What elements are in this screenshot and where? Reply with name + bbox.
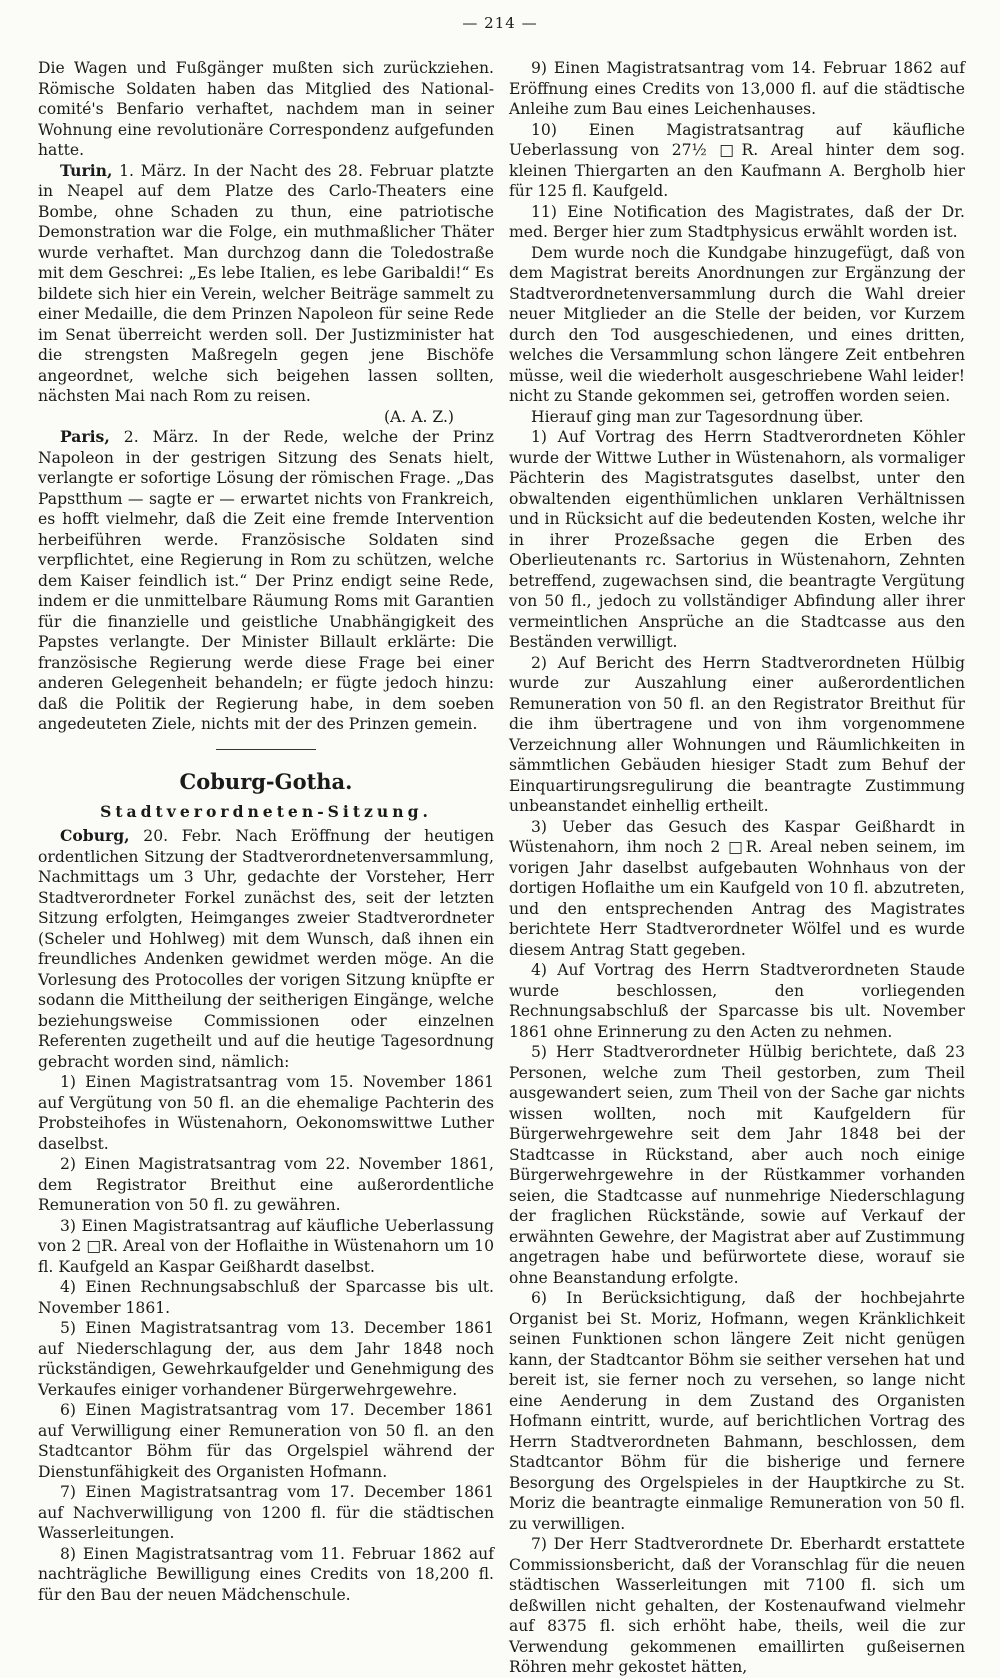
decision-item: 3) Ueber das Gesuch des Kaspar Geißhardt in Wüstenahorn, ihm noch 2 □R. Areal neben seinem, im vorigen Jahr daselbst aufgebauten Wohnhaus von der dortigen Hoflaithe um ein Kaufgeld von 10 fl. abzutreten, und den entsprechenden Antrag des Magistrates berichtete Herr Stadtverordneter Wölfel und es wurde diesem Antrag Statt gegeben. [509,817,965,959]
turin-text: 1. März. In der Nacht des 28. Februar platzte in Neapel auf dem Platze des Carlo-Theaters eine Bombe, ohne Schaden zu thun, eine patriotische Demonstration war die Folge, ein muthmaßlicher Thäter wurde verhaftet. Man durchzog dann die Toledostraße mit dem Geschrei: „Es lebe Italien, es lebe Garibaldi!“ Es bildete sich hier ein Verein, welcher Beiträge sammelt zu einer Medaille, die dem Prinzen Napoleon für seine Rede im Senat überreicht werden soll. Der Justizminister hat die strengsten Maßregeln gegen jene Bischöfe angeordnet, welche sich beigehen lassen sollten, nächsten Mai nach Rom zu reisen. [38,161,494,405]
paragraph-turin [38,161,494,407]
agenda-item: 11) Eine Notification des Magistrates, daß der Dr. med. Berger hier zum Stadtphysicus erwählt worden ist. [509,202,965,241]
coburg-text: 20. Febr. Nach Eröffnung der heutigen ordentlichen Sitzung der Stadtverordnetenversammlung, Nachmittags um 3 Uhr, gedachte der Vorsteher, Herr Stadtverordneter Forkel zunächst des, seit der letzten Sitzung erfolgten, Heimganges zweier Stadtverordneter (Scheler und Hohlweg) mit dem Wunsch, daß ihnen ein freundliches Andenken gewidmet werden möge. An die Vorlesung des Protocolles der vorigen Sitzung knüpfte er sodann die Mittheilung der seitherigen Eingänge, welche beziehungsweise Commissionen oder einzelnen Referenten zugetheilt und auf die heutige Tagesordnung gebracht worden sind, nämlich: [38,827,494,1071]
agenda-item: 7) Einen Magistratsantrag vom 17. December 1861 auf Nachverwilligung von 1200 fl. für die städtischen Wasserleitungen. [38,1483,494,1542]
dateline-paris: Paris, [60,427,110,446]
dateline-turin: Turin, [60,160,113,180]
decision-item: 1) Auf Vortrag des Herrn Stadtverordneten Köhler wurde der Wittwe Luther in Wüstenahorn, als vormaliger Pächterin des Magistratsgutes daselbst, unter den obwaltenden eigenthümlichen unklaren Verhältnissen und in Rücksicht auf die bedeutenden Kosten, welche ihr in ihrer Prozeßsache gegen die Erben des Oberlieutenants rc. Sartorius in Wüstenahorn, Zehnten betreffend, zugewachsen sind, die beantragte Vergütung von 50 fl., jedoch zu vollständiger Abfindung aller ihrer vermeintlichen Ansprüche an die Stadtcasse aus den Beständen verwilligt. [509,428,965,651]
paragraph-rome: Die Wagen und Fußgänger mußten sich zurückziehen. Römische Soldaten haben das Mitglied des National-comité's Benfario verhaftet, nachdem man in seiner Wohnung eine revolutionäre Correspondenz aufgefunden hatte. [38,59,494,159]
agenda-item: 6) Einen Magistratsantrag vom 17. December 1861 auf Verwilligung einer Remuneration von 50 fl. an den Stadtcantor Böhm für das Orgelspiel während der Dienstunfähigkeit des Organisten Hofmann. [38,1401,494,1481]
decision-item: 5) Herr Stadtverordneter Hülbig berichtete, daß 23 Personen, welche zum Theil gestorben, zum Theil ausgewandert seien, zum Theil von der Sache gar nichts wissen wollten, noch mit Kaufgeldern für Bürgerwehrgewehre seit dem Jahr 1848 bei der Stadtcasse in Rückstand, aber auch noch einige Bürgerwehrgewehre in der Rüstkammer vorhanden seien, die Stadtcasse auf nunmehrige Niederschlagung der fraglichen Rückstände, sowie auf Verkauf der erwähnten Gewehre, der Magistrat aber auf Zustimmung angetragen habe und befürwortete diese, worauf sie ohne Beanstandung erfolgte. [509,1043,965,1287]
section-divider [216,749,316,750]
agenda-item: 8) Einen Magistratsantrag vom 11. Februar 1862 auf nachträgliche Bewilligung eines Credits von 18,200 fl. für den Bau der neuen Mädchenschule. [38,1544,494,1604]
decision-item: 6) In Berücksichtigung, daß der hochbejahrte Organist bei St. Moriz, Hofmann, wegen Kränklichkeit seinen Funktionen schon längere Zeit nicht genügen kann, der Stadtcantor Böhm sie seither versehen hat und bereit ist, sie ferner noch zu versehen, so lange nicht eine Aenderung in dem Zustand des Organisten Hofmann eintritt, wurde, auf berichtlichen Vortrag des Herrn Stadtverordneten Bahmann, beschlossen, dem Stadtcantor Böhm für die bisherige und fernere Besorgung des Orgelspieles in der Hauptkirche zu St. Moriz die beantragte einmalige Remuneration von 50 fl. zu verwilligen. [509,1289,965,1533]
dateline-coburg: Coburg, [60,826,130,845]
agenda-item: 2) Einen Magistratsantrag vom 22. November 1861, dem Registrator Breithut eine außerordentliche Remuneration von 50 fl. zu gewähren. [38,1155,494,1214]
page-number: — 214 — [462,14,538,32]
section-title: Coburg-Gotha. [179,768,353,794]
agenda-item: 9) Einen Magistratsantrag vom 14. Februar 1862 auf Eröffnung eines Credits von 13,000 fl. auf die städtische Anleihe zum Bau eines Leichenhauses. [509,59,965,118]
decision-item: 2) Auf Bericht des Herrn Stadtverordneten Hülbig wurde zur Auszahlung einer außerordentlichen Remuneration von 50 fl. an den Registrator Breithut für die ihm übertragene und von ihm vorgenommene Verzeichnung aller Wohnungen und Räumlichkeiten in sämmtlichen Gebäuden hiesiger Stadt zum Behuf der Einquartirungsregulirung die beantragte Zustimmung unbeanstandet einhellig ertheilt. [509,653,965,815]
paragraph-coburg [38,826,494,1072]
paris-text: 2. März. In der Rede, welche der Prinz Napoleon in der gestrigen Sitzung des Senats hielt, verlangte er sofortige Lösung der römischen Frage. „Das Papstthum — sagte er — erwartet nichts von Frankreich, es hofft vielmehr, daß die Zeit eine fremde Intervention herbeiführen werde. Französische Soldaten sind verpflichtet, eine Regierung in Rom zu schützen, welche dem Kaiser feindlich ist.“ Der Prinz endigt seine Rede, indem er die unmittelbare Räumung Roms mit Garantien für die finanzielle und geistliche Unabhängigkeit des Papstes verlangte. Der Minister Billault erklärte: Die französische Regierung werde diese Frage bei einer anderen Gelegenheit behandeln; er fügte jedoch hinzu: daß die Politik der Regierung habe, in dem soeben angedeuteten Ziele, nichts mit der des Prinzen gemein. [38,428,494,733]
left-column [38,58,494,1605]
decision-item: 4) Auf Vortrag des Herrn Stadtverordneten Staude wurde beschlossen, den vorliegenden Rechnungsabschluß der Sparcasse bis ult. November 1861 ohne Erinnerung zu den Acten zu nehmen. [509,961,965,1041]
paragraph-paris [38,427,494,735]
agenda-item: 4) Einen Rechnungsabschluß der Sparcasse bis ult. November 1861. [38,1278,494,1317]
agenda-item: 3) Einen Magistratsantrag auf käufliche Ueberlassung von 2 □R. Areal von der Hoflaithe in Wüstenahorn um 10 fl. Kaufgeld an Kaspar Geißhardt daselbst. [38,1216,494,1276]
right-column [509,58,965,1678]
agenda-item: 10) Einen Magistratsantrag auf käufliche Ueberlassung von 27½ □R. Areal hinter dem sog. kleinen Thiergarten an den Kaufmann A. Bergholb hier für 125 fl. Kaufgeld. [509,120,965,200]
paragraph-agenda-start: Hierauf ging man zur Tagesordnung über. [531,407,864,426]
source-note: (A. A. Z.) [383,407,454,426]
decision-item: 7) Der Herr Stadtverordnete Dr. Eberhardt erstattete Commissionsbericht, daß der Voranschlag für die neuen städtischen Wasserleitungen mit 7100 fl. sich um deßwillen nicht gehalten, der Kostenaufwand vielmehr auf 8375 fl. sich erhöht habe, theils, weil die zur Verwendung gekommenen emaillirten gußeisernen Röhren mehr gekostet hätten, [509,1535,965,1676]
paragraph-notice: Dem wurde noch die Kundgabe hinzugefügt, daß von dem Magistrat bereits Anordnungen zur Ergänzung der Stadtverordnetenversammlung durch die Wahl dreier neuer Mitglieder an die Stelle der beiden, vor Kurzem durch den Tod ausgeschiedenen, und eines dritten, welches die Versammlung schon längere Zeit entbehren müsse, weil die wiederholt ausgeschriebene Wahl leider! nicht zu Stande gekommen sei, getroffen worden seien. [509,243,965,405]
agenda-item: 5) Einen Magistratsantrag vom 13. December 1861 auf Niederschlagung der, aus dem Jahr 1848 noch rückständigen, Gewehrkaufgelder und Genehmigung des Verkaufes einiger vorhandener Bürgerwehrgewehre. [38,1319,494,1399]
agenda-item: 1) Einen Magistratsantrag vom 15. November 1861 auf Vergütung von 50 fl. an die ehemalige Pachterin des Probsteihofes in Wüstenahorn, Oekonomswittwe Luther daselbst. [38,1073,494,1153]
section-subtitle: Stadtverordneten-Sitzung. [100,801,432,821]
